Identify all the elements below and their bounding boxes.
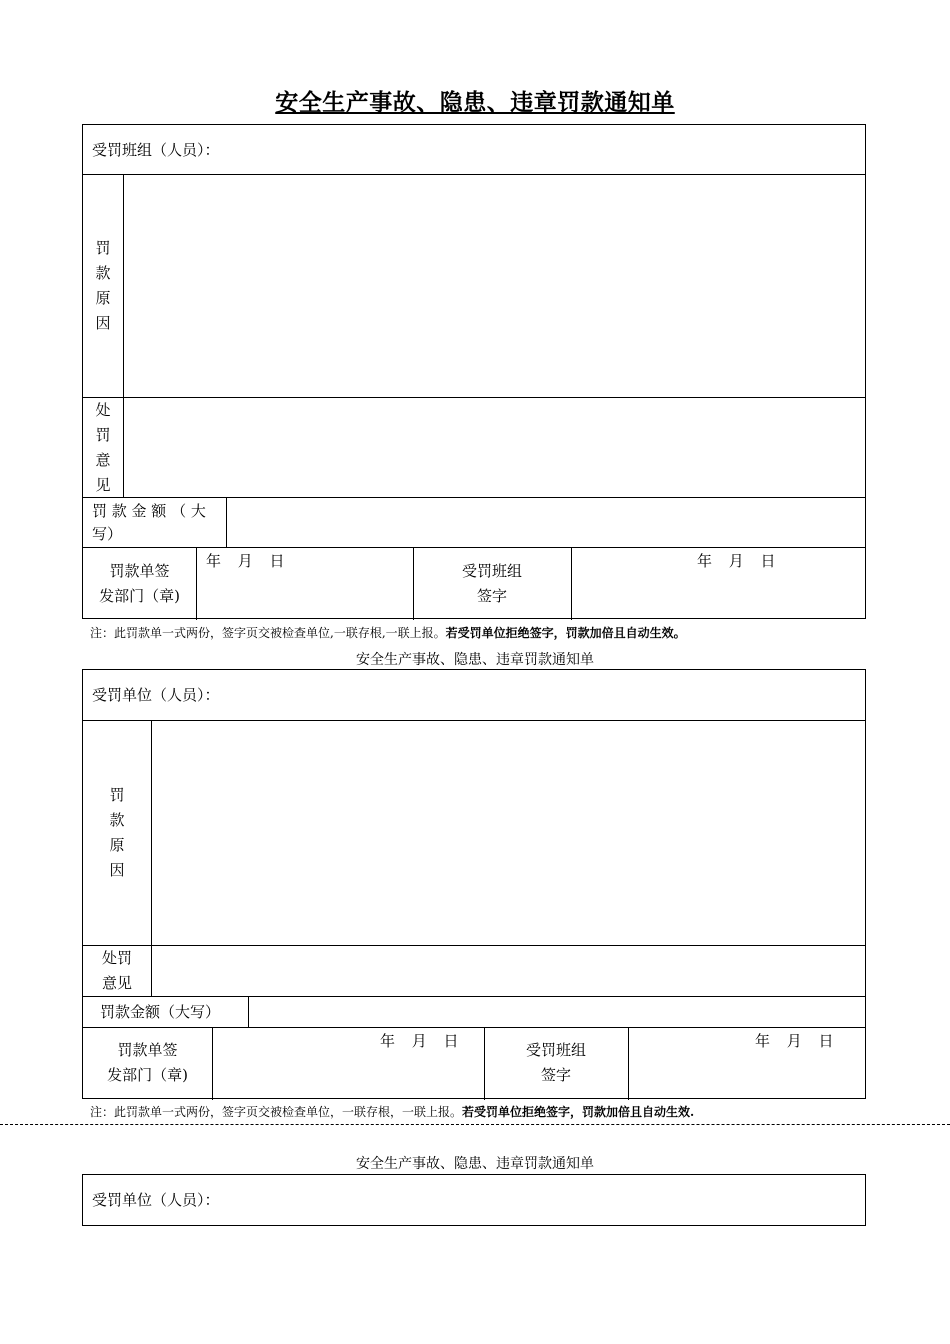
cut-line (0, 1124, 950, 1125)
form1-amount-field[interactable] (227, 498, 865, 547)
form1-col-divider (571, 547, 572, 620)
form2-signer-date[interactable]: 年 月 日 (755, 1032, 840, 1050)
form1-title: 安全生产事故、隐患、违章罚款通知单 (275, 89, 675, 116)
form2-reason-label: 罚 款 原 因 (109, 786, 125, 879)
form1-col-divider (196, 547, 197, 620)
form1-amount-label-line2: 写） (92, 525, 123, 543)
form3-penalized-label: 受罚单位（人员）： (92, 1191, 220, 1209)
form2-col-divider (628, 1027, 629, 1100)
form2-col-divider (212, 1027, 213, 1100)
form2-table (82, 669, 866, 1099)
form2-amount-field[interactable] (249, 997, 865, 1027)
form1-penalized-label: 受罚班组（人员）： (92, 141, 220, 159)
form3-table (82, 1174, 866, 1226)
form1-reason-field[interactable] (124, 175, 865, 397)
form1-signer-label: 受罚班组 签字 (461, 562, 522, 605)
form1-opinion-field[interactable] (124, 398, 865, 497)
form2-issuer-label: 罚款单签 发部门（章) (107, 1041, 188, 1084)
form1-table (82, 124, 866, 619)
form2-opinion-field[interactable] (152, 946, 865, 996)
form1-row-divider (83, 547, 865, 548)
form2-opinion-label: 处罚 意见 (101, 949, 132, 992)
form2-reason-field[interactable] (152, 721, 865, 945)
form2-note: 注：此罚款单一式两份，签字页交被检查单位，一联存根，一联上报。若受罚单位拒绝签字，罚款加倍且自动生效. (90, 1105, 695, 1119)
form1-issuer-label: 罚款单签 发部门（章) (99, 562, 180, 605)
form2-issuer-date[interactable]: 年 月 日 (380, 1032, 465, 1050)
form2-row-divider (83, 1027, 865, 1028)
form1-opinion-label: 处 罚 意 见 (95, 401, 111, 494)
form1-signer-date[interactable]: 年 月 日 (697, 552, 782, 570)
form2-signer-label: 受罚班组 签字 (525, 1041, 586, 1084)
form1-amount-label-line1: 罚 款 金 额 （ 大 (92, 502, 206, 520)
form2-amount-label: 罚款金额（大写） (100, 1003, 221, 1021)
form1-issuer-date[interactable]: 年 月 日 (206, 552, 291, 570)
form2-title: 安全生产事故、隐患、违章罚款通知单 (356, 652, 594, 668)
form3-title: 安全生产事故、隐患、违章罚款通知单 (356, 1156, 594, 1172)
form1-reason-label: 罚 款 原 因 (95, 239, 111, 332)
form2-penalized-label: 受罚单位（人员）： (92, 686, 220, 704)
form1-note: 注：此罚款单一式两份，签字页交被检查单位,一联存根,一联上报。若受罚单位拒绝签字，罚款加倍且自动生效。 (90, 626, 686, 640)
